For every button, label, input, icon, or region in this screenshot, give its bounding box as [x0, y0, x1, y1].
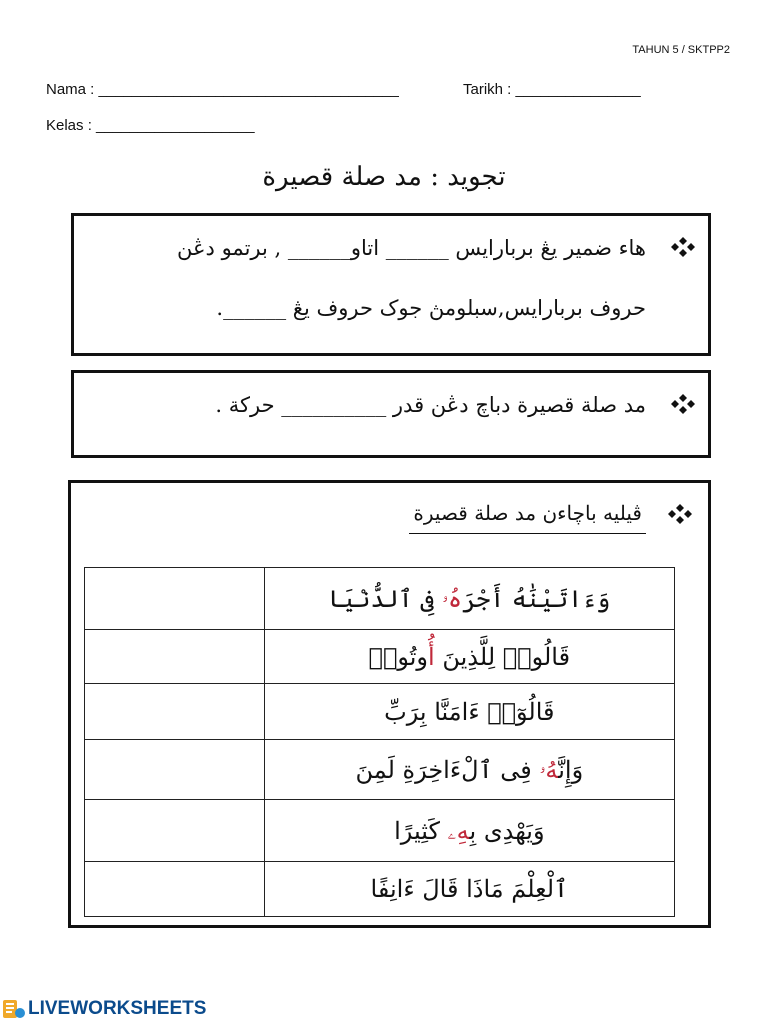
answer-cell[interactable] [85, 630, 265, 684]
answer-cell[interactable] [85, 800, 265, 862]
kelas-label: Kelas : [46, 117, 92, 134]
table-row [85, 862, 675, 917]
diamond-bullet-icon [670, 393, 696, 419]
logo-icon [2, 998, 26, 1020]
answer-table [84, 567, 675, 917]
brand-name: LIVEWORKSHEETS [28, 998, 207, 1019]
table-row [85, 568, 675, 630]
verse-cell [264, 862, 674, 917]
nama-line[interactable]: ____________________________________ [98, 81, 399, 98]
diamond-bullet-icon [670, 236, 696, 262]
question-2-box [71, 370, 711, 458]
verse-cell [264, 800, 674, 862]
answer-cell[interactable] [85, 684, 265, 740]
question-1-box [71, 213, 711, 356]
kelas-field [46, 117, 255, 134]
liveworksheets-logo [2, 998, 206, 1020]
verse-1: وَءَاتَيْنَٰهُ أَجْرَهُۥ فِى ٱلدُّنْيَا [328, 584, 611, 613]
diamond-bullet-icon [667, 503, 693, 529]
verse-6: ٱلْعِلْمَ مَاذَا قَالَ ءَانِفًا [370, 875, 569, 903]
verse-cell [264, 684, 674, 740]
question-1-line-1: هاء ضمير يڠ بربارايس ______ اتاو______ , برتمو دڠن [177, 236, 646, 260]
nama-label: Nama : [46, 81, 95, 98]
class-code: TAHUN 5 / SKTPP2 [632, 44, 730, 56]
nama-field [46, 81, 399, 98]
table-row [85, 684, 675, 740]
verse-cell [264, 568, 674, 630]
verse-cell [264, 630, 674, 684]
question-3-box [68, 480, 711, 928]
verse-5: وَيَهْدِى بِهِۦ كَثِيرًا [394, 816, 545, 845]
tarikh-line[interactable]: _______________ [515, 81, 641, 98]
table-row [85, 800, 675, 862]
kelas-line[interactable]: ___________________ [96, 117, 255, 134]
verse-3: قَالُوٓا۟ ءَامَنَّا بِرَبِّ [384, 697, 555, 726]
tarikh-label: Tarikh : [463, 81, 512, 98]
page-title: تجويد : مد صلة قصيرة [262, 162, 506, 192]
verse-2: قَالُوا۟ لِلَّذِينَ أُوتُوا۟ [368, 642, 571, 671]
answer-cell[interactable] [85, 568, 265, 630]
verse-cell [264, 740, 674, 800]
table-row [85, 740, 675, 800]
verse-4: وَإِنَّهُۥ فِى ٱلْءَاخِرَةِ لَمِنَ [355, 755, 584, 784]
question-3-heading: ڤيليه باچاءن مد صلة قصيرة [409, 501, 646, 534]
answer-cell[interactable] [85, 740, 265, 800]
tarikh-field [463, 81, 641, 98]
question-2-text: مد صلة قصيرة دباچ دڠن قدر __________ حركة . [215, 393, 646, 417]
table-row [85, 630, 675, 684]
answer-cell[interactable] [85, 862, 265, 917]
question-1-line-2: حروف بربارايس,سبلومڽ جوک حروف يڠ ______. [216, 296, 646, 320]
